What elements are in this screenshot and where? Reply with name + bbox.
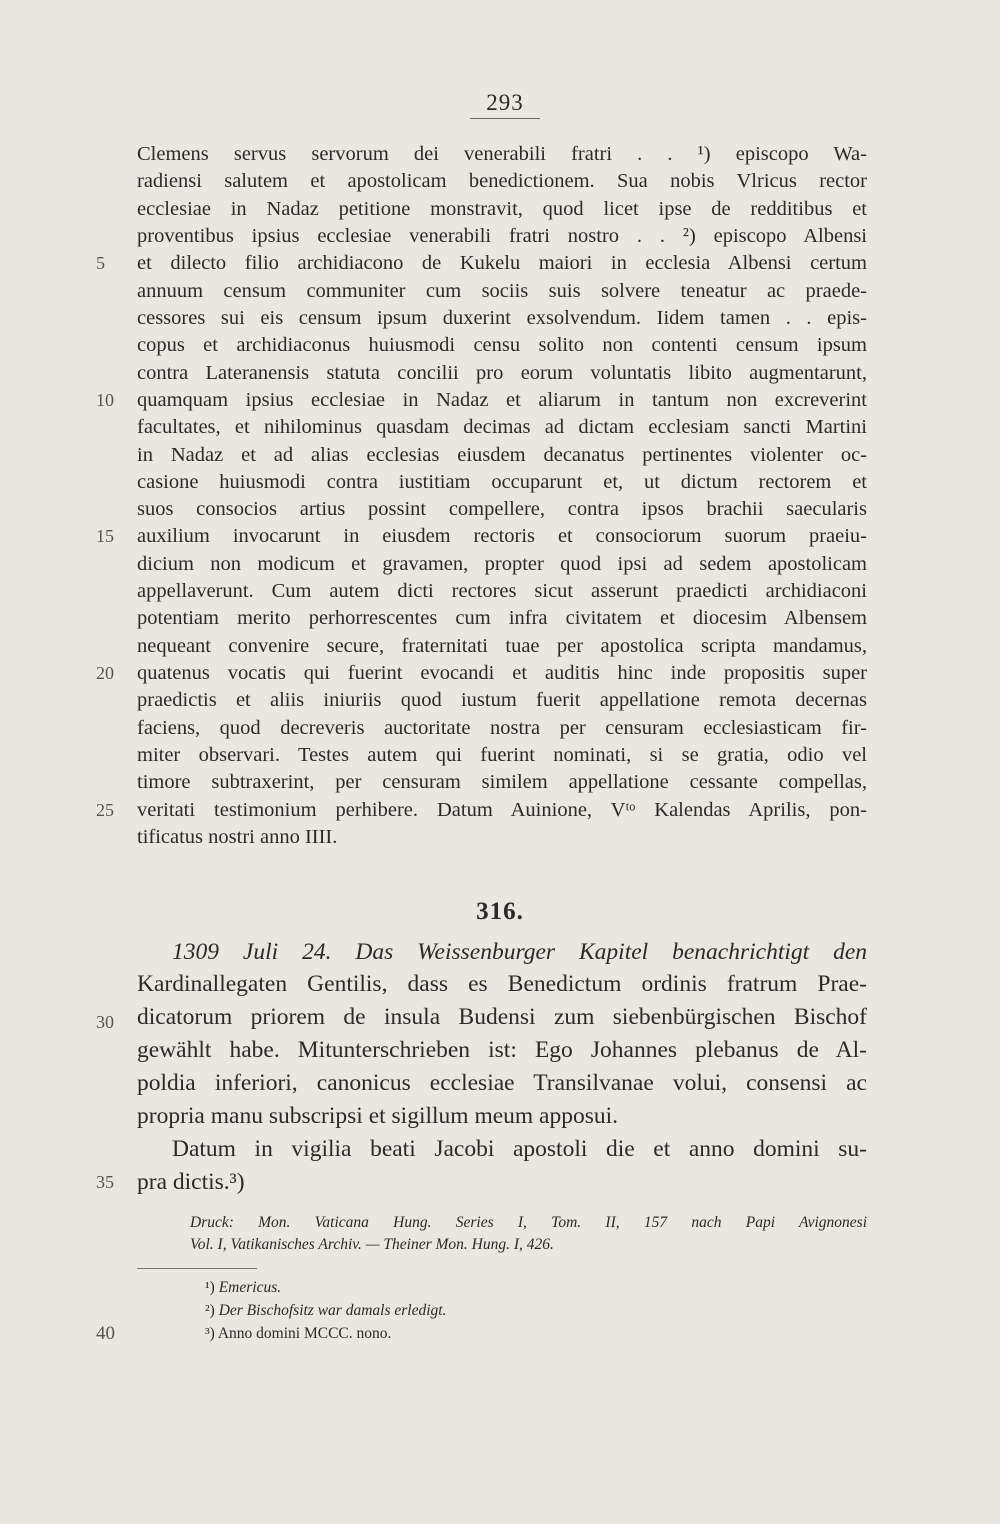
footnote-marker: ³) [205,1325,215,1342]
text-line: contra Lateranensis statuta concilii pro eorum voluntatis libito augmentarunt, [137,362,867,384]
text-line: quatenus vocatis qui fuerint evocandi et auditis hinc inde propositis super [137,662,867,684]
footnote-text: Der Bischofsitz war damals erledigt. [218,1302,447,1319]
text-line: auxilium invocarunt in eiusdem rectoris et consociorum suorum praeiu- [137,525,867,547]
bibliography-line: Vol. I, Vatikanisches Archiv. — Theiner Mon. Hung. I, 426. [190,1236,554,1253]
text-line: praedictis et aliis iniuriis quod iustum fuerit appellatione remota decernas [137,689,867,711]
text-line: miter observari. Testes autem qui fuerint nominati, si se gratia, odio vel [137,744,867,766]
section-text: Kardinallegaten Gentilis, dass es Benedictum ordinis fratrum Prae- [137,971,867,997]
section-number: 316. [476,898,524,925]
text-line: copus et archidiaconus huiusmodi censu solito non contenti censum ipsum [137,334,867,356]
text-line: appellaverunt. Cum autem dicti rectores sicut asserunt praedicti archidiaconi [137,580,867,602]
line-number: 30 [96,1012,114,1032]
text-line: in Nadaz et ad alias ecclesias eiusdem decanatus pertinentes violenter oc- [137,444,867,466]
line-number: 40 [96,1323,115,1344]
text-line: annuum censum communiter cum sociis suis solvere teneatur ac praede- [137,280,867,302]
line-number: 35 [96,1172,114,1192]
footnote-marker: ²) [205,1302,215,1319]
footnote-marker: ¹) [205,1279,215,1296]
line-number: 10 [96,390,114,410]
page-number: 293 [486,90,524,115]
text-line: et dilecto filio archidiacono de Kukelu maiori in ecclesia Albensi certum [137,252,867,274]
section-line: Datum in vigilia beati Jacobi apostoli die et anno domini su- [172,1136,867,1162]
text-line: dicium non modicum et gravamen, propter quod ipsi ad sedem apostolicam [137,553,867,575]
line-number: 20 [96,663,114,683]
section-line [137,968,867,1000]
text-line: radiensi salutem et apostolicam benedictionem. Sua nobis Vlricus rector [137,170,867,192]
bibliography-line: Druck: Mon. Vaticana Hung. Series I, Tom. II, 157 nach Papi Avignonesi [190,1214,867,1231]
text-line: potentiam merito perhorrescentes cum infra civitatem et diocesim Albensem [137,607,867,629]
line-number: 15 [96,526,114,546]
text-line: proventibus ipsius ecclesiae venerabili fratri nostro . . ²) episcopo Albensi [137,225,867,247]
date-and-summary: 1309 Juli 24. Das Weissenburger Kapitel benachrichtigt den [172,939,867,965]
footnote-text: Emericus. [218,1279,282,1296]
section-line: pra dictis.³) [137,1169,245,1195]
page-number-rule [470,118,540,119]
section-line: propria manu subscripsi et sigillum meum apposui. [137,1103,619,1129]
section-line: poldia inferiori, canonicus ecclesiae Transilvanae volui, consensi ac [137,1070,867,1096]
section-line: dicatorum priorem de insula Budensi zum siebenbürgischen Bischof [137,1004,867,1030]
text-line: tificatus nostri anno IIII. [137,826,338,848]
text-line: ecclesiae in Nadaz petitione monstravit, quod licet ipse de redditibus et [137,198,867,220]
text-line: Clemens servus servorum dei venerabili fratri . . ¹) episcopo Wa- [137,143,867,165]
footnote [205,1278,281,1298]
line-number: 5 [96,253,105,273]
text-line: veritati testimonium perhibere. Datum Auinione, Vᵗᵒ Kalendas Aprilis, pon- [137,799,867,821]
footnote-rule [137,1268,257,1269]
text-line: quamquam ipsius ecclesiae in Nadaz et aliarum in tantum non excreverint [137,389,867,411]
section-line [137,936,867,968]
text-line: timore subtraxerint, per censuram similem appellatione cessante compellas, [137,771,867,793]
text-line: facultates, et nihilominus quasdam decimas ad dictam ecclesiam sancti Martini [137,416,867,438]
text-line: nequeant convenire secure, fraternitati tuae per apostolica scripta mandamus, [137,635,867,657]
footnote-text: Anno domini MCCC. nono. [217,1325,392,1342]
footnote [205,1301,446,1321]
text-line: casione huiusmodi contra iustitiam occuparunt et, ut dictum rectorem et [137,471,867,493]
footnote [205,1324,391,1344]
text-line: cessores sui eis censum ipsum duxerint exsolvendum. Iidem tamen . . epis- [137,307,867,329]
section-line: gewählt habe. Mitunterschrieben ist: Ego Johannes plebanus de Al- [137,1037,867,1063]
text-line: suos consocios artius possint compellere, contra ipsos brachii saecularis [137,498,867,520]
line-number: 25 [96,800,114,820]
text-line: faciens, quod decreveris auctoritate nostra per censuram ecclesiasticam fir- [137,717,867,739]
